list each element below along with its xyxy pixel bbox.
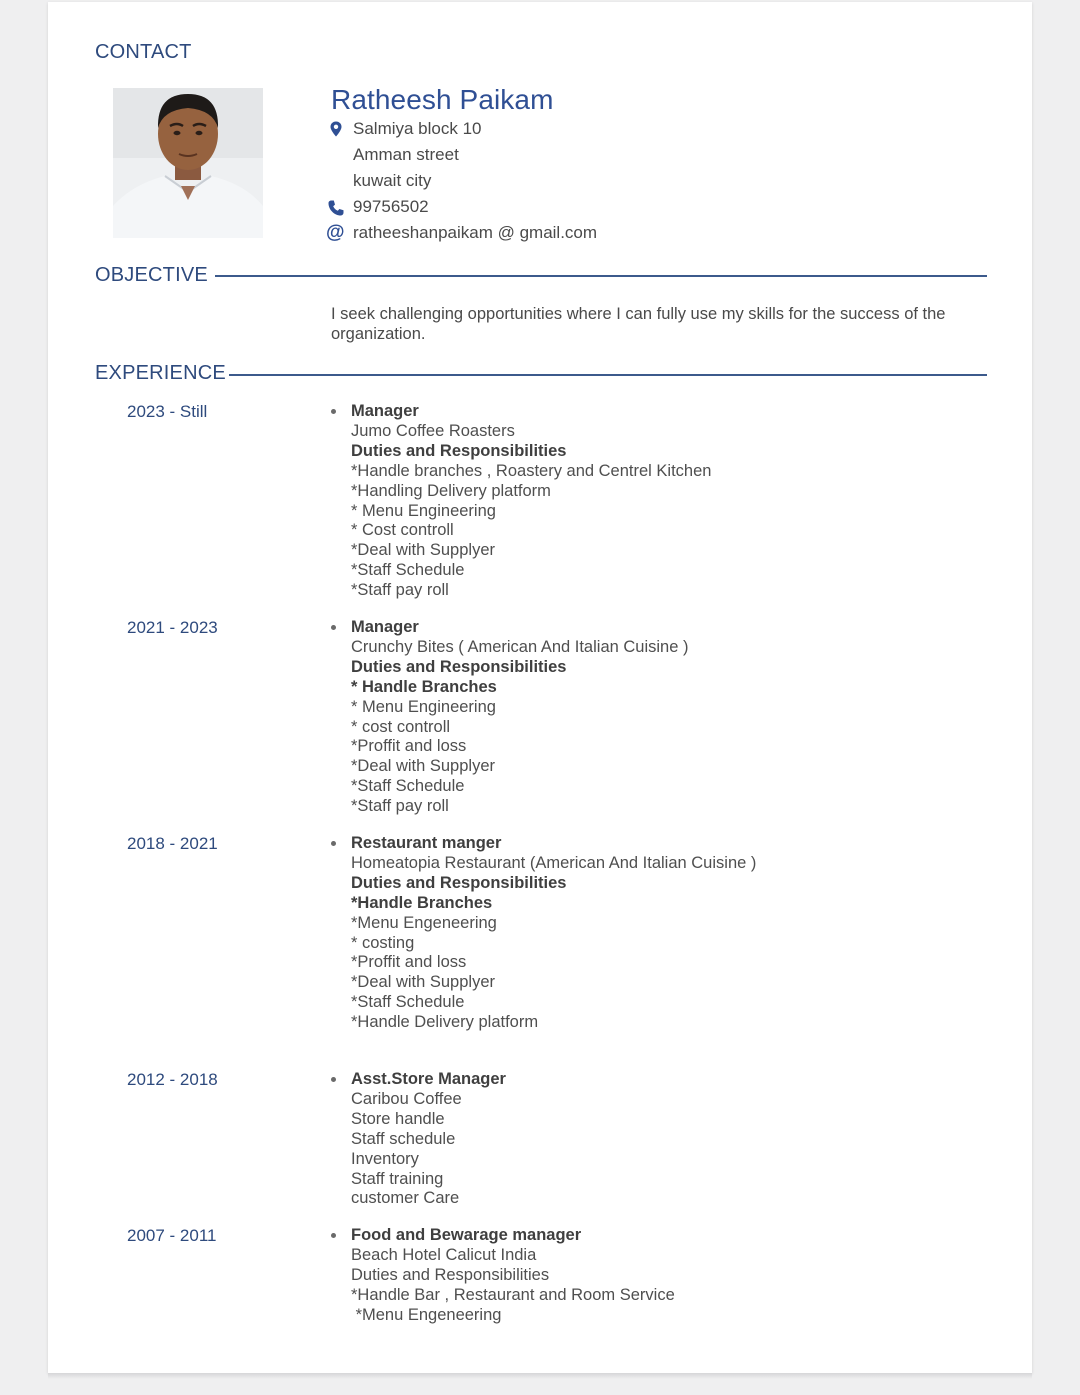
job-dates: 2023 - Still: [127, 402, 208, 421]
job-detail: * cost controll: [351, 717, 451, 736]
objective-text: I seek challenging opportunities where I can fully use my skills for the success of the organization.: [331, 305, 946, 343]
portrait-illustration: [113, 88, 263, 238]
phone-number: 99756502: [353, 197, 429, 216]
page-shadow: [48, 1373, 1032, 1379]
job-detail: *Staff Schedule: [351, 993, 465, 1012]
job-detail: *Menu Engeneering: [351, 913, 497, 932]
job-detail: [351, 462, 711, 482]
address-line-3: kuwait city: [353, 171, 432, 190]
job-detail: *Staff Schedule: [351, 561, 465, 580]
job-detail: *Staff Schedule: [351, 777, 465, 796]
bullet-icon: [331, 409, 336, 414]
job-title: Food and Bewarage manager: [351, 1226, 582, 1244]
job-detail: * costing: [351, 933, 415, 952]
job-detail: * Handle Branches: [351, 677, 497, 696]
job-detail-text: *Handle branches , Roastery and Centrel Kitchen: [351, 461, 712, 480]
job-detail: Staff schedule: [351, 1129, 456, 1148]
job-detail: *Deal with Supplyer: [351, 973, 495, 992]
job-detail: Store handle: [351, 1109, 445, 1128]
job-detail: customer Care: [351, 1189, 460, 1208]
job-dates: 2012 - 2018: [127, 1070, 218, 1089]
bullet-icon: [331, 625, 336, 630]
bullet-icon: [331, 1233, 336, 1238]
job-detail: *Deal with Supplyer: [351, 757, 495, 776]
job-company: Crunchy Bites ( American And Italian Cuisine ): [351, 637, 689, 656]
job-company: Caribou Coffee: [351, 1089, 462, 1108]
job-title: Restaurant manger: [351, 834, 502, 852]
job-company: Homeatopia Restaurant (American And Italian Cuisine ): [351, 853, 757, 872]
at-sign-icon: @: [326, 222, 345, 243]
bullet-icon: [331, 841, 336, 846]
job-dates: 2007 - 2011: [127, 1226, 217, 1245]
job-detail: *Menu Engeneering: [351, 1305, 502, 1324]
job-detail: Inventory: [351, 1149, 419, 1168]
job-title: Asst.Store Manager: [351, 1070, 506, 1088]
experience-divider: [229, 374, 987, 376]
job-detail: *Proffit and loss: [351, 953, 467, 972]
job-detail: * Cost controll: [351, 521, 454, 540]
job-entry: [351, 1226, 675, 1326]
objective-heading: OBJECTIVE: [95, 264, 208, 286]
job-detail: *Deal with Supplyer: [351, 541, 495, 560]
job-detail: * Menu Engineering: [351, 501, 496, 520]
contact-heading: CONTACT: [95, 41, 192, 63]
job-entry: [351, 618, 689, 817]
profile-photo: [113, 88, 263, 238]
job-detail: *Handle Branches: [351, 893, 493, 912]
job-detail: Staff training: [351, 1169, 444, 1188]
address-line-2: Amman street: [353, 145, 459, 164]
job-detail: *Proffit and loss: [351, 737, 467, 756]
candidate-name: Ratheesh Paikam: [331, 84, 554, 115]
job-entry: [351, 402, 711, 601]
job-dates: 2018 - 2021: [127, 834, 218, 853]
job-detail: * Menu Engineering: [351, 697, 496, 716]
job-detail: *Staff pay roll: [351, 797, 449, 816]
job-entry: [351, 1070, 506, 1209]
job-detail: Duties and Responsibilities: [351, 873, 567, 892]
job-detail: *Handle Delivery platform: [351, 1013, 539, 1032]
job-entry: [351, 834, 756, 1033]
job-company: Beach Hotel Calicut India: [351, 1245, 537, 1264]
job-title: Manager: [351, 618, 419, 636]
job-dates: 2021 - 2023: [127, 618, 218, 637]
job-company: Jumo Coffee Roasters: [351, 421, 515, 440]
email-address: ratheeshanpaikam @ gmail.com: [353, 223, 598, 242]
objective-divider: [215, 275, 987, 277]
job-detail: Duties and Responsibilities: [351, 657, 567, 676]
experience-heading: EXPERIENCE: [95, 362, 226, 384]
location-pin-icon: [327, 120, 345, 138]
job-detail: *Handling Delivery platform: [351, 481, 551, 500]
job-detail: *Staff pay roll: [351, 581, 449, 600]
job-title: Manager: [351, 402, 419, 420]
address-line-1: Salmiya block 10: [353, 119, 482, 138]
job-detail: Duties and Responsibilities: [351, 1265, 550, 1284]
job-detail: *Handle Bar , Restaurant and Room Service: [351, 1285, 675, 1304]
job-detail: Duties and Responsibilities: [351, 441, 567, 460]
bullet-icon: [331, 1077, 336, 1082]
phone-icon: [327, 199, 345, 217]
